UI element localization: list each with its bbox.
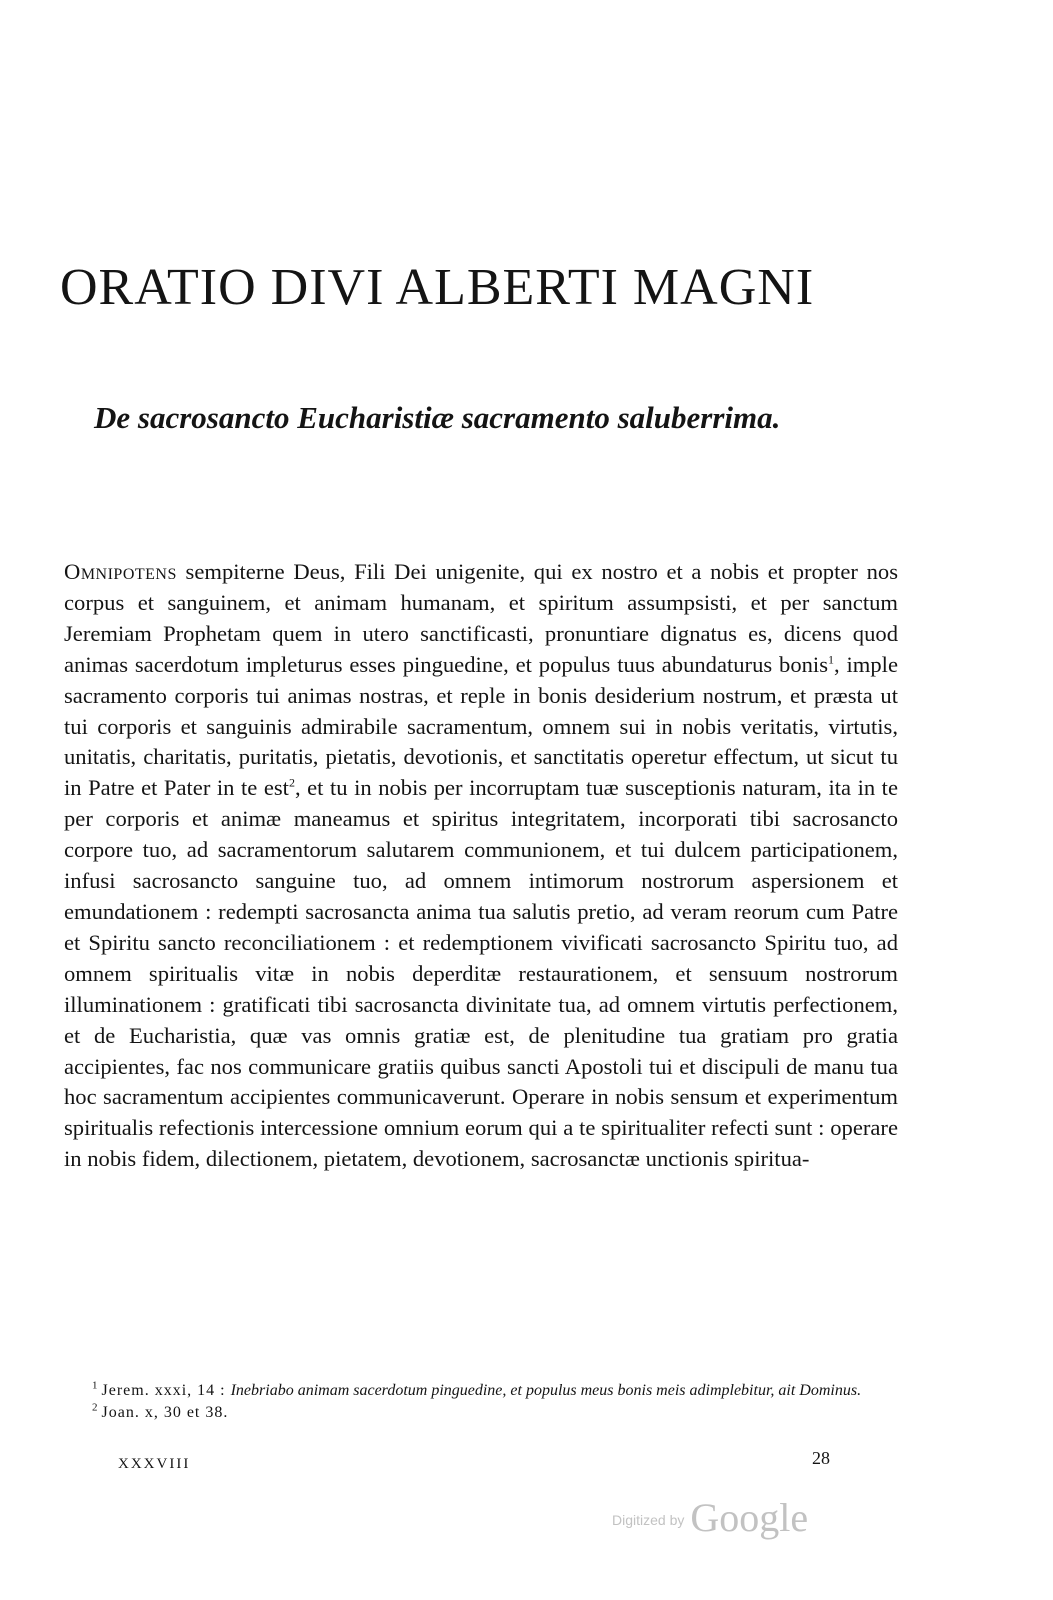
page-number: 28 bbox=[812, 1448, 830, 1468]
prayer-text-part-1: sempiterne Deus, Fili Dei unigenite, qui ex nostro et a nobis et propter nos corpus et sanguinem, et animam humanam, et spiritum assumpsisti, et per sanctum Jeremiam Prophetam quem in utero sanctificasti, pronuntiare dignatus es, dicens quod animas sacerdotum impleturus esses pinguedine, et populus tuus abundaturus bonis bbox=[64, 559, 898, 677]
watermark-prefix: Digitized by bbox=[612, 1512, 685, 1528]
footnote-marker-1: 1 bbox=[828, 652, 835, 667]
page-title: ORATIO DIVI ALBERTI MAGNI bbox=[60, 259, 815, 316]
footnote-1 bbox=[72, 1380, 898, 1402]
footnote-number: 1 bbox=[92, 1379, 98, 1392]
footnote-quote: Inebriabo animam sacerdotum pinguedine, et populus meus bonis meis adimplebitur, ait Dominus. bbox=[230, 1382, 862, 1399]
footnote-marker-2: 2 bbox=[288, 775, 295, 790]
prayer-text-part-2: , imple sacramento corporis tui animas nostras, et reple in bonis desiderium nostrum, et præsta ut tui corporis et sanguinis admirabile sacramentum, omnem sui in nobis veritatis, virtutis, unitatis, charitatis, puritatis, pietatis, devotionis, et sanctitatis operetur effectum, ut sicut tu in Patre et Pater in te est bbox=[64, 651, 898, 801]
google-watermark bbox=[612, 1494, 808, 1544]
footnotes bbox=[72, 1380, 898, 1424]
prayer-text bbox=[64, 557, 898, 1175]
page-subtitle: De sacrosancto Eucharistiæ sacramento saluberrima. bbox=[94, 400, 781, 435]
footnote-reference: Jerem. xxxi, 14 : bbox=[101, 1382, 231, 1399]
prayer-text-part-3: , et tu in nobis per incorruptam tuæ susceptionis naturam, ita in te per corporis et animæ maneamus et spiritus integritatem, incorporati tibi sacrosancto corpore tuo, ad sacramentorum salutarem communionem, et tui dulcem participationem, infusi sacrosancto sanguine tuo, ad omnem intimorum nostrorum aspersionem et emundationem : redempti sacrosancta anima tua salutis pretio, ad veram reorum cum Patre et Spiritu sancto reconciliationem : et redemptionem vivificati sacrosancto Spiritu tuo, ad omnem spiritualis vitæ in nobis deperditæ restaurationem, et sensuum nostrorum illuminationem : gratificati tibi sacrosancta divinitate tua, ad omnem virtutis perfectionem, et de Eucharistia, quæ vas omnis gratiæ est, de plenitudine tua gratiam pro gratia accipientes, fac nos communicare gratiis quibus sancti Apostoli tui et discipuli de manu tua hoc sacramentum accipientes communicaverunt. Operare in nobis sensum et experimentum spiritualis refectionis intercessione omnium eorum qui a te spiritualiter refecti sunt : operare in nobis fidem, dilectionem, pietatem, devotionem, sacrosanctæ unctionis spiritua- bbox=[64, 775, 898, 1172]
footnote-number: 2 bbox=[92, 1401, 98, 1414]
footnote-reference: Joan. x, 30 et 38. bbox=[101, 1404, 229, 1421]
opening-word: Omnipotens bbox=[64, 559, 177, 584]
google-logo: Google bbox=[690, 1495, 809, 1540]
signature-mark: XXXVIII bbox=[118, 1456, 191, 1472]
footnote-2 bbox=[72, 1402, 898, 1424]
